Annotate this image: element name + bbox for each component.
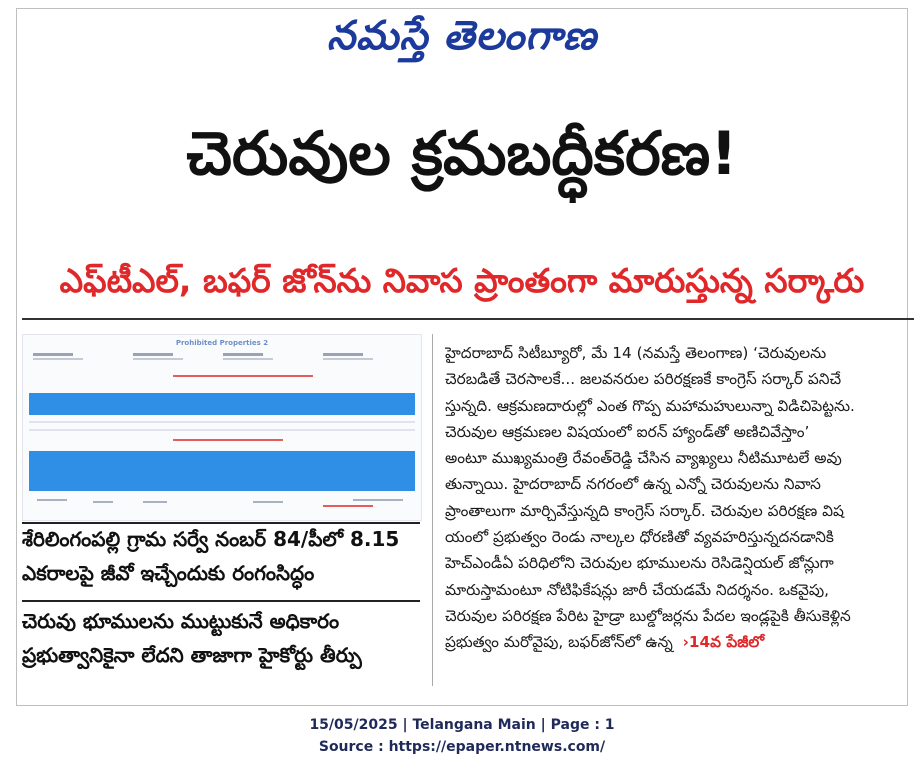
- footer: [0, 714, 924, 758]
- article-line: తున్నాయి. హైదరాబాద్ నగరంలో ఉన్న ఎన్నో చెరువులను నివాస: [445, 475, 821, 494]
- divider: [22, 600, 420, 602]
- image-table-row: [29, 421, 415, 423]
- footer-source-line[interactable]: Source : https://epaper.ntnews.com/: [318, 739, 606, 755]
- footer-date-line: 15/05/2025 | Telangana Main | Page : 1: [309, 717, 615, 733]
- article-line: అంటూ ముఖ్యమంత్రి రేవంత్‌రెడ్డి చేసిన వ్యాఖ్యలు నీటిమూటలే అవు: [445, 449, 842, 468]
- image-table-header: [29, 451, 415, 491]
- article-line: యంలో ప్రభుత్వం రెండు నాల్కల ధోరణితో వ్యవహరిస్తున్నదనడానికి: [445, 528, 834, 547]
- image-red-mark: [173, 439, 283, 441]
- image-red-mark: [173, 375, 313, 377]
- article-body: [445, 340, 903, 656]
- image-meta: [323, 353, 383, 363]
- continued-link[interactable]: ›14వ పేజీలో: [682, 633, 765, 652]
- article-line-last: [445, 629, 903, 655]
- image-cell: [93, 501, 113, 503]
- caption-2: చెరువు భూములను ముట్టుకునే అధికారం ప్రభుత్వానికైనా లేదని తాజాగా హైకోర్టు తీర్పు: [22, 609, 362, 667]
- subheadline: ఎఫ్‌టీఎల్, బఫర్ జోన్‌ను నివాస ప్రాంతంగా మారుస్తున్న సర్కారు: [59, 261, 865, 300]
- headline: చెరువుల క్రమబద్ధీకరణ!: [186, 119, 738, 189]
- article-line: చెరువుల పరిరక్షణ పేరిట హైడ్రా బుల్డోజర్లను పేదల ఇండ్లపైకి తీసుకెళ్లిన: [445, 606, 851, 625]
- column-divider: [432, 334, 433, 686]
- document-screenshot-image: [22, 334, 422, 521]
- divider: [22, 318, 914, 320]
- article-line: చెరువుల ఆక్రమణల విషయంలో ఐరన్ హ్యాండ్‌తో అణిచివేస్తాం’: [445, 422, 810, 441]
- article-line: హైదరాబాద్ సిటీబ్యూరో, మే 14 (నమస్తే తెలంగాణ) ‘చెరువులను: [445, 344, 827, 362]
- image-meta: [33, 353, 93, 363]
- image-cell: [143, 501, 167, 503]
- article-line: చెరబడితే చెరసాలకే... జలవనరుల పరిరక్షణకే కాంగ్రెస్ సర్కార్ పనిచే: [445, 370, 842, 389]
- image-table-row: [29, 429, 415, 431]
- caption-1: శేరిలింగంపల్లి గ్రామ సర్వే నంబర్ 84/పీలో 8.15 ఎకరాలపై జీవో ఇచ్చేందుకు రంగంసిద్ధం: [22, 527, 400, 585]
- image-title: Prohibited Properties 2: [175, 339, 269, 347]
- image-meta: [133, 353, 193, 363]
- article-line: మారుస్తామంటూ నోటిఫికేషన్లు జారీ చేయడమే నిదర్శనం. ఒకవైపు,: [445, 580, 830, 599]
- article-line: స్తున్నది. ఆక్రమణదారుల్లో ఎంత గొప్ప మహామహులున్నా విడిచిపెట్టను.: [445, 396, 855, 415]
- masthead-logo: నమస్తే తెలంగాణ: [326, 13, 598, 59]
- image-table-header: [29, 393, 415, 415]
- article-line-text: ప్రభుత్వం మరోవైపు, బఫర్‌జోన్‌లో ఉన్న: [445, 633, 673, 652]
- image-cell: [253, 501, 283, 503]
- article-line: హెచ్‌ఎండీఏ పరిధిలోని చెరువుల భూములను రెసిడెన్షియల్ జోన్లుగా: [445, 554, 834, 573]
- image-red-mark: [323, 505, 373, 507]
- image-cell: [37, 499, 67, 501]
- image-cell: [353, 499, 403, 501]
- image-meta: [223, 353, 283, 363]
- article-line: ప్రాంతాలుగా మార్చివేస్తున్నది కాంగ్రెస్ సర్కార్. చెరువుల పరిరక్షణ విష: [445, 501, 844, 520]
